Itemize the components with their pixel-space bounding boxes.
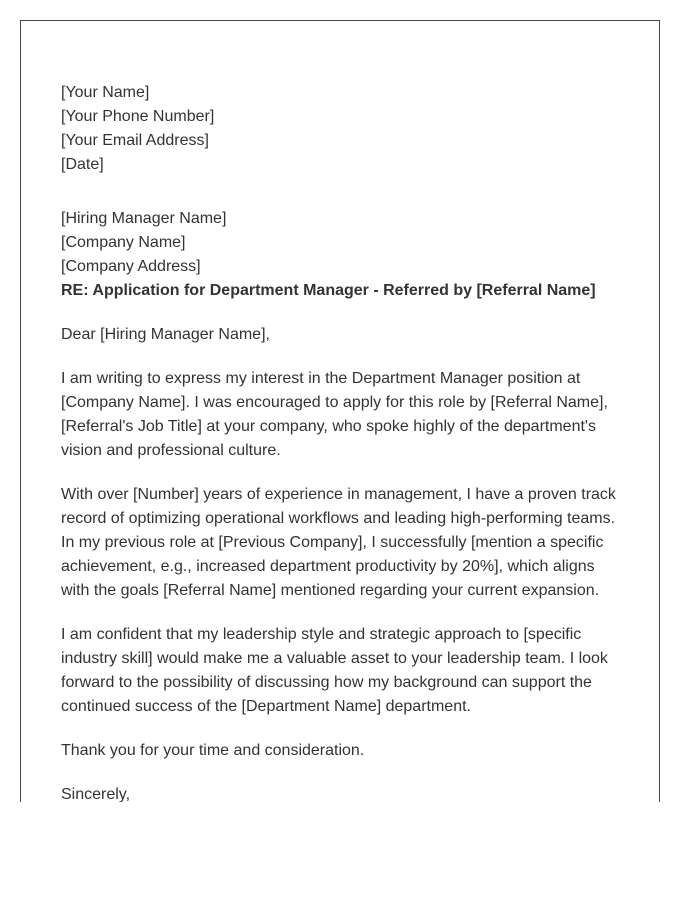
letter-content [61,81,631,802]
recipient-company: [Company Name] [61,234,186,251]
body-line: In my previous role at [Previous Company], I successfully [mention a specific [61,534,604,551]
body-line: vision and professional culture. [61,442,281,459]
sender-date: [Date] [61,156,104,173]
body-paragraph-3 [61,623,631,719]
body-line: industry skill] would make me a valuable asset to your leadership team. I look [61,650,608,667]
body-line: continued success of the [Department Name] department. [61,698,471,715]
body-line: forward to the possibility of discussing how my background can support the [61,674,592,691]
body-paragraph-2 [61,483,631,603]
salutation: Dear [Hiring Manager Name], [61,326,270,343]
sender-phone: [Your Phone Number] [61,108,215,125]
sender-block [61,81,631,177]
recipient-address: [Company Address] [61,258,201,275]
body-line: [Company Name]. I was encouraged to apply for this role by [Referral Name], [61,394,608,411]
body-line: With over [Number] years of experience in management, I have a proven track [61,486,616,503]
body-paragraph-1 [61,367,631,463]
subject-line: RE: Application for Department Manager - Referred by [Referral Name] [61,282,596,299]
body-line: record of optimizing operational workflows and leading high-performing teams. [61,510,616,527]
body-line: I am writing to express my interest in the Department Manager position at [61,370,581,387]
sender-email: [Your Email Address] [61,132,209,149]
body-line: with the goals [Referral Name] mentioned regarding your current expansion. [61,582,600,599]
recipient-block [61,207,631,303]
body-line: achievement, e.g., increased department productivity by 20%], which aligns [61,558,595,575]
recipient-name: [Hiring Manager Name] [61,210,227,227]
closing-thanks: Thank you for your time and consideration. [61,742,365,759]
body-line: [Referral's Job Title] at your company, who spoke highly of the department's [61,418,596,435]
sender-name: [Your Name] [61,84,150,101]
signoff: Sincerely, [61,786,131,802]
body-line: I am confident that my leadership style and strategic approach to [specific [61,626,582,643]
letter-page [20,20,660,802]
